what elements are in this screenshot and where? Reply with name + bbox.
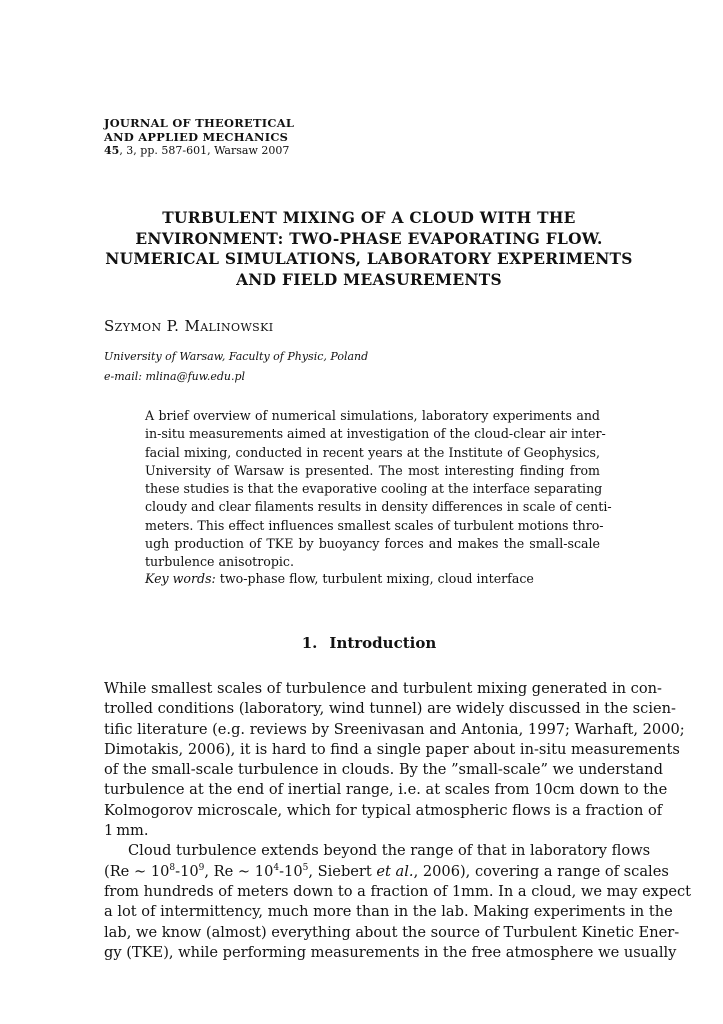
exponent: 9 bbox=[198, 862, 205, 873]
body-line: Cloud turbulence extends beyond the range of that in laboratory flows bbox=[128, 842, 651, 860]
exponent: 5 bbox=[302, 862, 309, 873]
title-line: AND FIELD MEASUREMENTS bbox=[236, 270, 502, 289]
journal-citation-rest: , 3, pp. 587-601, Warsaw 2007 bbox=[119, 144, 290, 157]
body-line-formula bbox=[104, 862, 669, 882]
body-line: Kolmogorov microscale, which for typical atmospheric flows is a fraction of bbox=[104, 801, 663, 819]
formula-part: , Re ∼ 10 bbox=[204, 862, 274, 880]
body-line: Dimotakis, 2006), it is hard to find a single paper about in-situ measurements bbox=[104, 740, 680, 758]
title-line: NUMERICAL SIMULATIONS, LABORATORY EXPERIMENTS bbox=[105, 250, 633, 268]
abstract bbox=[145, 407, 612, 572]
abstract-line: meters. This effect influences smallest scales of turbulent motions thro- bbox=[145, 517, 604, 533]
formula-part: -10 bbox=[175, 862, 199, 880]
journal-citation bbox=[104, 144, 294, 158]
abstract-line: ugh production of TKE by buoyancy forces and makes the small-scale bbox=[145, 536, 600, 552]
email: e-mail: mlina@fuw.edu.pl bbox=[104, 370, 246, 383]
body-line: turbulence at the end of inertial range, i.e. at scales from 10cm down to the bbox=[104, 781, 668, 799]
exponent: 8 bbox=[169, 862, 176, 873]
body-line: from hundreds of meters down to a fraction of 1mm. In a cloud, we may expect bbox=[104, 882, 691, 900]
body-line: tific literature (e.g. reviews by Sreenivasan and Antonia, 1997; Warhaft, 2000; bbox=[104, 720, 685, 738]
abstract-line: turbulence anisotropic. bbox=[145, 554, 294, 570]
affiliation: University of Warsaw, Faculty of Physic, Poland bbox=[104, 350, 369, 363]
section-number: 1. bbox=[301, 634, 318, 652]
journal-name-line2: AND APPLIED MECHANICS bbox=[104, 130, 289, 144]
exponent: 4 bbox=[273, 862, 280, 873]
title-line: ENVIRONMENT: TWO-PHASE EVAPORATING FLOW. bbox=[135, 229, 603, 248]
abstract-line: in-situ measurements aimed at investigation of the cloud-clear air inter- bbox=[145, 426, 606, 442]
abstract-line: A brief overview of numerical simulations, laboratory experiments and bbox=[145, 408, 600, 423]
body-text bbox=[104, 679, 691, 963]
abstract-line: facial mixing, conducted in recent years at the Institute of Geophysics, bbox=[145, 444, 600, 460]
journal-header bbox=[104, 116, 294, 158]
body-line: 1 mm. bbox=[104, 822, 149, 840]
body-line: While smallest scales of turbulence and turbulent mixing generated in con- bbox=[104, 680, 662, 697]
abstract-line: these studies is that the evaporative cooling at the interface separating bbox=[145, 481, 603, 497]
body-line: of the small-scale turbulence in clouds. By the ”small-scale” we understand bbox=[104, 761, 663, 779]
citation-etal: et al. bbox=[376, 862, 414, 880]
body-line: a lot of intermittency, much more than in the lab. Making experiments in the bbox=[104, 903, 673, 921]
formula-part: -10 bbox=[279, 862, 303, 880]
paper-title bbox=[100, 208, 638, 290]
formula-part: , 2006), covering a range of scales bbox=[413, 862, 669, 880]
keywords-label: Key words: bbox=[145, 571, 216, 586]
affiliation-block bbox=[104, 347, 368, 387]
title-line: TURBULENT MIXING OF A CLOUD WITH THE bbox=[162, 209, 576, 227]
keywords-text: two-phase flow, turbulent mixing, cloud interface bbox=[215, 571, 534, 586]
journal-volume: 45 bbox=[104, 144, 120, 157]
body-line: lab, we know (almost) everything about the source of Turbulent Kinetic Ener- bbox=[104, 923, 680, 941]
section-title: Introduction bbox=[329, 634, 437, 652]
body-line: trolled conditions (laboratory, wind tunnel) are widely discussed in the scien- bbox=[104, 700, 676, 718]
formula-part: (Re ∼ 10 bbox=[104, 862, 170, 880]
abstract-line: cloudy and clear filaments results in density differences in scale of centi- bbox=[145, 499, 612, 515]
journal-name-line1: JOURNAL OF THEORETICAL bbox=[104, 116, 295, 130]
body-line: gy (TKE), while performing measurements in the free atmosphere we usually bbox=[104, 943, 677, 961]
section-heading bbox=[100, 634, 638, 652]
abstract-line: University of Warsaw is presented. The most interesting finding from bbox=[145, 462, 600, 478]
author-name: Szymon P. Malinowski bbox=[104, 317, 274, 335]
keywords bbox=[145, 571, 534, 586]
formula-part: , Siebert bbox=[308, 862, 377, 880]
